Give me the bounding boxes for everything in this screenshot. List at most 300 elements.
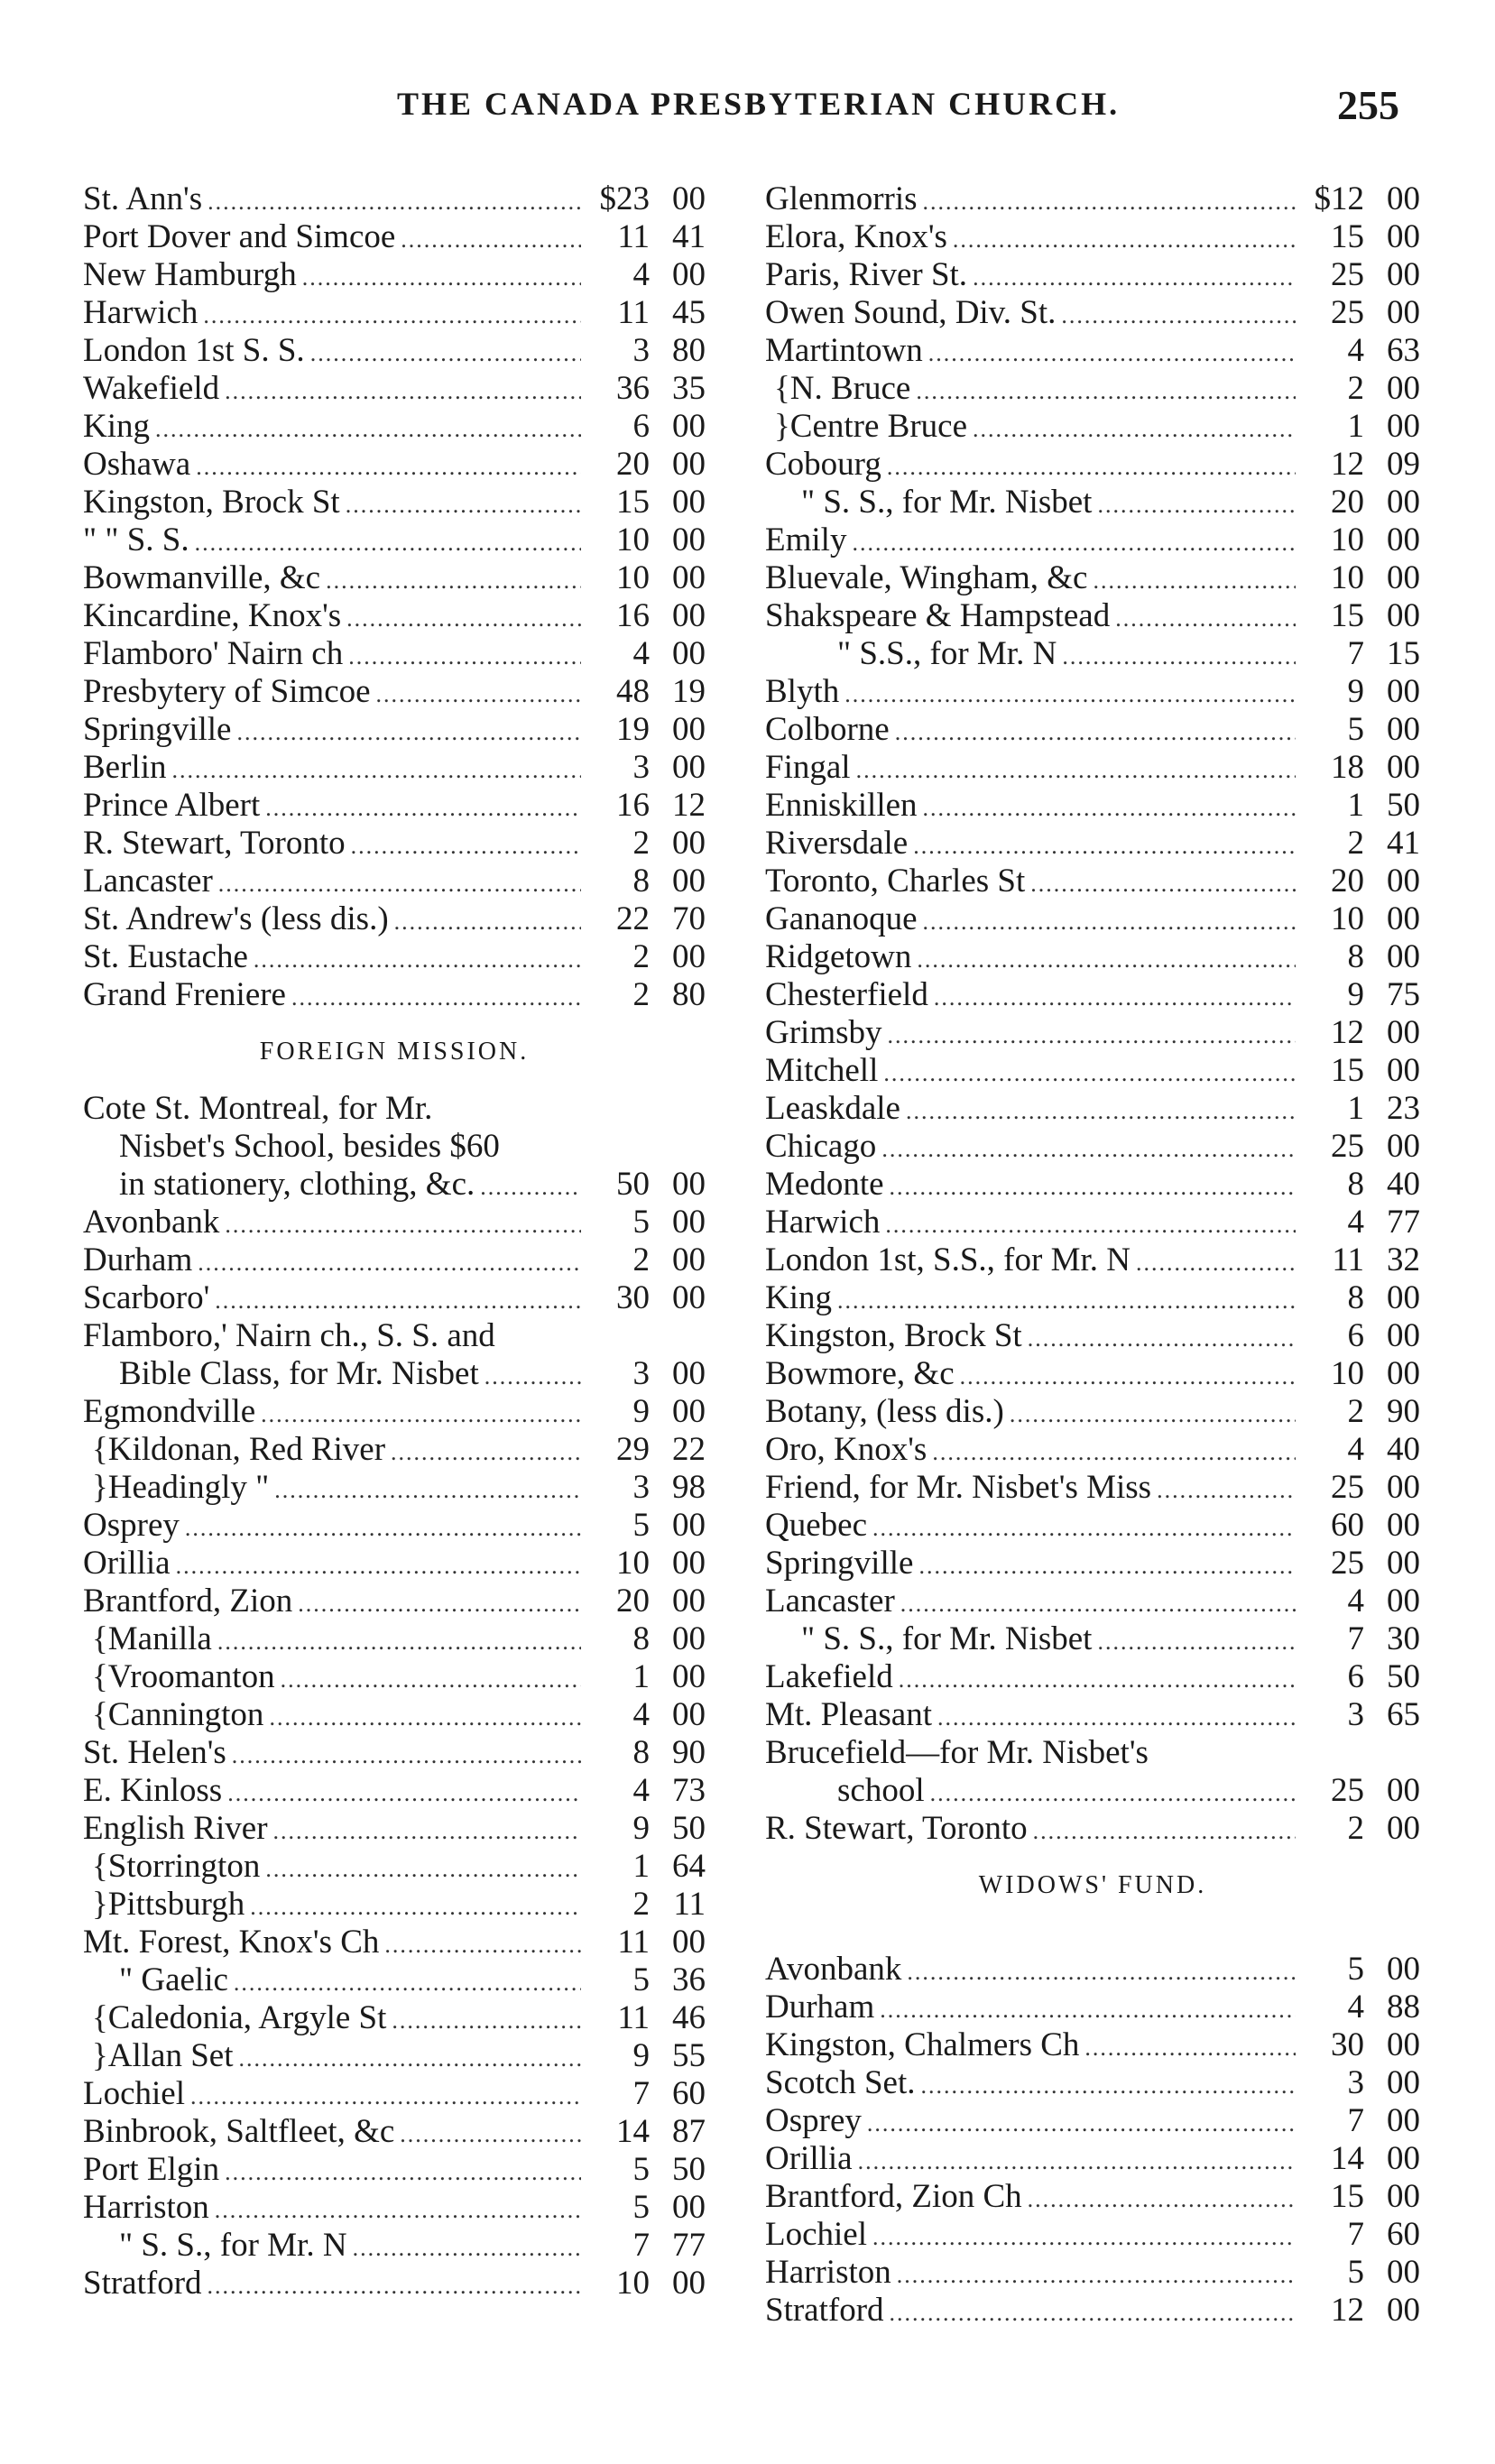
entry-name: Harriston	[83, 2189, 209, 2226]
entry-name: Durham	[765, 1989, 875, 2026]
entry-dollars: 10	[616, 1545, 650, 1582]
entry-cents: 00	[1387, 1583, 1420, 1620]
ledger-entry	[83, 1620, 706, 1658]
entry-cents: 00	[1387, 1951, 1420, 1988]
entry-name: Brantford, Zion Ch	[765, 2178, 1022, 2215]
entry-cents: 98	[672, 1469, 706, 1506]
dot-leader	[1093, 562, 1296, 600]
entry-dollars: 4	[632, 1772, 650, 1809]
entry-dollars: 7	[1347, 2216, 1364, 2253]
ledger-entry	[83, 1658, 706, 1696]
entry-cents: 00	[672, 1620, 706, 1657]
dot-leader	[973, 411, 1296, 448]
entry-dollars: 3	[632, 1469, 650, 1506]
entry-cents: 00	[672, 2265, 706, 2302]
entry-name: " " S. S.	[83, 521, 189, 558]
entry-name: Egmondville	[83, 1393, 256, 1430]
dot-leader	[916, 373, 1296, 411]
ledger-entry	[83, 1848, 706, 1886]
dot-leader	[217, 1623, 581, 1661]
entry-cents: 80	[672, 332, 706, 369]
entry-cents: 00	[672, 1355, 706, 1392]
entry-name: Lochiel	[83, 2075, 186, 2112]
dot-leader	[923, 789, 1296, 827]
dot-leader	[215, 2192, 581, 2229]
dot-leader	[198, 1244, 581, 1282]
entry-cents: 50	[1387, 1658, 1420, 1695]
entry-cents: 00	[672, 1241, 706, 1278]
dot-leader	[203, 297, 581, 335]
entry-name: New Hamburgh	[83, 256, 297, 293]
entry-cents: 00	[672, 749, 706, 786]
ledger-entry	[83, 1999, 706, 2037]
dot-leader	[1136, 1244, 1296, 1282]
dot-leader	[394, 903, 581, 941]
entry-dollars: 5	[632, 1204, 650, 1241]
ledger-entry	[83, 597, 706, 635]
dot-leader	[917, 941, 1296, 979]
ledger-entry	[765, 2064, 1420, 2102]
foreign-mission-heading: FOREIGN MISSION.	[259, 1038, 530, 1066]
entry-cents: 00	[1387, 900, 1420, 937]
entry-name: Vroomanton	[107, 1658, 275, 1695]
ledger-entry	[83, 332, 706, 370]
brucefield-line: Brucefield—for Mr. Nisbet's	[765, 1734, 1149, 1771]
ledger-entry	[83, 976, 706, 1014]
entry-name: Centre Bruce	[789, 408, 967, 445]
entry-cents: 00	[1387, 2140, 1420, 2177]
dot-leader	[480, 1168, 581, 1206]
entry-dollars: 2	[632, 976, 650, 1013]
dot-leader	[906, 1093, 1296, 1130]
entry-cents: 00	[1387, 1545, 1420, 1582]
entry-cents: 00	[672, 1204, 706, 1241]
entry-name: Elora, Knox's	[765, 218, 947, 255]
entry-name: " S. S., for Mr. Nisbet	[801, 1620, 1093, 1657]
entry-name: Kildonan, Red River	[107, 1431, 386, 1468]
ledger-entry	[83, 446, 706, 484]
entry-cents: 46	[672, 1999, 706, 2036]
dot-leader	[1115, 600, 1296, 638]
entry-name: Storrington	[107, 1848, 261, 1885]
entry-cents: 00	[1387, 1469, 1420, 1506]
ledger-entry	[765, 711, 1420, 749]
entry-cents: 00	[672, 1583, 706, 1620]
dot-leader	[1097, 1623, 1296, 1661]
dot-leader	[913, 827, 1296, 865]
ledger-entry	[83, 484, 706, 521]
ledger-entry	[765, 1241, 1420, 1279]
entry-dollars: 4	[1347, 332, 1364, 369]
dot-leader	[1010, 1396, 1296, 1434]
dot-leader	[274, 1472, 581, 1509]
entry-dollars: 8	[1347, 1279, 1364, 1316]
entry-cents: 00	[1387, 2064, 1420, 2101]
entry-dollars: 8	[632, 1734, 650, 1771]
entry-dollars: 1	[1347, 1090, 1364, 1127]
ledger-entry	[83, 938, 706, 976]
entry-dollars: 29	[616, 1431, 650, 1468]
dot-leader	[326, 562, 581, 600]
dot-leader	[1030, 865, 1296, 903]
entry-dollars: 4	[1347, 1583, 1364, 1620]
ledger-entry	[765, 1166, 1420, 1204]
entry-name: Bible Class, for Mr. Nisbet	[119, 1355, 479, 1392]
dot-leader	[844, 676, 1296, 714]
dot-leader	[346, 600, 581, 638]
ledger-entry	[765, 1772, 1420, 1810]
entry-dollars: 5	[1347, 711, 1364, 748]
dot-leader	[208, 2267, 581, 2305]
ledger-entry	[83, 2113, 706, 2151]
dot-leader	[895, 714, 1296, 752]
dot-leader	[887, 448, 1296, 486]
dot-leader	[858, 2143, 1296, 2181]
dot-leader	[932, 1434, 1296, 1472]
entry-cents: 00	[672, 256, 706, 293]
entry-cents: 00	[1387, 1507, 1420, 1544]
dot-leader	[310, 335, 581, 373]
entry-cents: 00	[672, 597, 706, 634]
entry-dollars: 11	[617, 1924, 650, 1961]
dot-leader	[1033, 1813, 1296, 1850]
entry-name: Cannington	[107, 1696, 264, 1733]
dot-leader	[225, 1206, 581, 1244]
ledger-entry	[83, 2189, 706, 2227]
entry-name: Friend, for Mr. Nisbet's Miss	[765, 1469, 1152, 1506]
ledger-entry	[765, 1052, 1420, 1090]
entry-dollars: 7	[632, 2227, 650, 2264]
entry-cents: 40	[1387, 1166, 1420, 1203]
ledger-entry	[765, 370, 1420, 408]
entry-name: Botany, (less dis.)	[765, 1393, 1004, 1430]
entry-dollars: 4	[1347, 1989, 1364, 2026]
right-list-a	[765, 180, 1420, 1734]
ledger-entry	[765, 180, 1420, 218]
entry-dollars: 7	[632, 2075, 650, 2112]
entry-dollars: 8	[632, 863, 650, 900]
ledger-entry	[83, 749, 706, 787]
entry-dollars: 8	[1347, 938, 1364, 975]
entry-cents: 00	[1387, 180, 1420, 217]
entry-name: Riversdale	[765, 825, 909, 862]
entry-name: Kingston, Brock St	[765, 1317, 1022, 1354]
dot-leader	[232, 1737, 581, 1775]
entry-cents: 00	[672, 1658, 706, 1695]
ledger-entry	[83, 1166, 706, 1204]
entry-dollars: 19	[616, 711, 650, 748]
entry-name: Brantford, Zion	[83, 1583, 293, 1620]
entry-name: Port Dover and Simcoe	[83, 218, 396, 255]
entry-name: Toronto, Charles St	[765, 863, 1026, 900]
entry-cents: 00	[1387, 863, 1420, 900]
ledger-entry	[83, 256, 706, 294]
entry-cents: 55	[672, 2037, 706, 2074]
dot-leader	[269, 1699, 581, 1737]
entry-cents: 88	[1387, 1989, 1420, 2026]
entry-cents: 35	[672, 370, 706, 407]
entry-name: Scotch Set.	[765, 2064, 916, 2101]
entry-name: Ridgetown	[765, 938, 912, 975]
entry-cents: 19	[672, 673, 706, 710]
entry-name: Kingston, Chalmers Ch	[765, 2026, 1080, 2063]
ledger-entry	[765, 1355, 1420, 1393]
entry-name: Owen Sound, Div. St.	[765, 294, 1057, 331]
entry-dollars: 9	[632, 1393, 650, 1430]
entry-dollars: 60	[1331, 1507, 1364, 1544]
entry-cents: 00	[1387, 2178, 1420, 2215]
ledger-entry	[83, 408, 706, 446]
entry-name: Manilla	[107, 1620, 212, 1657]
entry-cents: 30	[1387, 1620, 1420, 1657]
ledger-entry	[765, 787, 1420, 825]
flamboro-entry	[83, 1355, 706, 1393]
cote-line-2: Nisbet's School, besides $60	[119, 1128, 500, 1165]
entry-dollars: 1	[632, 1848, 650, 1885]
entry-cents: 80	[672, 976, 706, 1013]
entry-name: English River	[83, 1810, 268, 1847]
entry-cents: 36	[672, 1961, 706, 1998]
dot-leader	[215, 1282, 581, 1320]
entry-dollars: 6	[1347, 1317, 1364, 1354]
entry-cents: 00	[1387, 256, 1420, 293]
left-mid-list	[83, 1204, 706, 1317]
dot-leader	[881, 1130, 1296, 1168]
entry-dollars: 11	[1332, 1241, 1364, 1278]
ledger-entry	[83, 1886, 706, 1924]
entry-name: Quebec	[765, 1507, 867, 1544]
ledger-entry	[83, 1469, 706, 1507]
dot-leader	[852, 524, 1296, 562]
entry-name: Avonbank	[83, 1204, 220, 1241]
entry-name: Osprey	[83, 1507, 180, 1544]
entry-name: Harriston	[765, 2254, 891, 2291]
entry-name: " S. S., for Mr. Nisbet	[801, 484, 1093, 521]
entry-name: Osprey	[765, 2102, 862, 2139]
entry-cents: 00	[1387, 749, 1420, 786]
entry-dollars: 1	[1347, 408, 1364, 445]
dot-leader	[273, 1813, 581, 1850]
dot-leader	[883, 1055, 1296, 1093]
ledger-entry	[765, 2292, 1420, 2330]
entry-dollars: 36	[616, 370, 650, 407]
entry-dollars: 25	[1331, 1128, 1364, 1165]
entry-dollars: 11	[617, 294, 650, 331]
entry-name: Bowmore, &c	[765, 1355, 955, 1392]
entry-cents: 00	[1387, 1128, 1420, 1165]
entry-cents: 60	[1387, 2216, 1420, 2253]
entry-name: Martintown	[765, 332, 923, 369]
ledger-entry	[765, 1469, 1420, 1507]
ledger-entry	[83, 825, 706, 863]
entry-name: Caledonia, Argyle St	[107, 1999, 387, 2036]
entry-dollars: 15	[616, 484, 650, 521]
ledger-entry	[83, 2227, 706, 2265]
ledger-entry	[765, 1014, 1420, 1052]
entry-dollars: 18	[1331, 749, 1364, 786]
ledger-entry	[83, 180, 706, 218]
entry-cents: 87	[672, 2113, 706, 2150]
entry-cents: 00	[672, 1507, 706, 1544]
entry-dollars: $23	[599, 180, 650, 217]
entry-name: " S.S., for Mr. N	[837, 635, 1057, 672]
entry-name: Lakefield	[765, 1658, 893, 1695]
spacer	[765, 1924, 1420, 1951]
entry-dollars: 4	[632, 256, 650, 293]
dot-leader	[376, 676, 581, 714]
entry-cents: 41	[1387, 825, 1420, 862]
entry-name: Shakspeare & Hampstead	[765, 597, 1111, 634]
entry-name: Wakefield	[83, 370, 220, 407]
brace-mark: {	[92, 1620, 108, 1657]
ledger-entry	[83, 1924, 706, 1961]
dot-leader	[298, 1585, 581, 1623]
entry-cents: 00	[672, 1279, 706, 1316]
dot-leader	[351, 827, 581, 865]
ledger-entry	[765, 825, 1420, 863]
entry-dollars: 2	[1347, 370, 1364, 407]
dot-leader	[401, 221, 581, 259]
brucefield-entry	[765, 1772, 1420, 1810]
entry-dollars: 48	[616, 673, 650, 710]
brace-mark: {	[92, 1696, 108, 1733]
entry-cents: 50	[672, 1810, 706, 1847]
dot-leader	[1157, 1472, 1296, 1509]
entry-cents: 00	[1387, 294, 1420, 331]
entry-name: Blyth	[765, 673, 840, 710]
ledger-entry	[765, 2254, 1420, 2292]
entry-dollars: 22	[616, 900, 650, 937]
dot-leader	[346, 486, 581, 524]
entry-cents: 00	[1387, 408, 1420, 445]
dot-leader	[837, 1282, 1296, 1320]
ledger-entry	[83, 1810, 706, 1848]
entry-cents: 00	[672, 711, 706, 748]
dot-leader	[900, 1585, 1296, 1623]
entry-dollars: 20	[616, 446, 650, 483]
entry-name: Scarboro'	[83, 1279, 210, 1316]
brace-mark: }	[774, 408, 790, 445]
entry-dollars: 10	[1331, 900, 1364, 937]
entry-dollars: 10	[616, 521, 650, 558]
entry-dollars: 16	[616, 597, 650, 634]
entry-dollars: 2	[1347, 1393, 1364, 1430]
entry-name: Avonbank	[765, 1951, 902, 1988]
entry-name: " S. S., for Mr. N	[119, 2227, 347, 2264]
entry-cents: 00	[1387, 673, 1420, 710]
ledger-entry	[83, 1545, 706, 1583]
entry-dollars: 2	[632, 1241, 650, 1278]
ledger-entry	[765, 976, 1420, 1014]
entry-cents: 00	[1387, 370, 1420, 407]
entry-cents: 00	[1387, 1317, 1420, 1354]
entry-dollars: 12	[1331, 2292, 1364, 2329]
entry-name: Springville	[83, 711, 232, 748]
entry-dollars: 12	[1331, 446, 1364, 483]
dot-leader	[218, 865, 581, 903]
cote-entry	[83, 1166, 706, 1204]
ledger-entry	[765, 635, 1420, 673]
entry-dollars: 9	[632, 1810, 650, 1847]
dot-leader	[872, 2219, 1296, 2256]
dot-leader	[937, 1699, 1296, 1737]
ledger-entry	[765, 1090, 1420, 1128]
entry-dollars: 14	[616, 2113, 650, 2150]
entry-cents: 11	[673, 1886, 706, 1923]
ledger-entry	[765, 218, 1420, 256]
dot-leader	[907, 1953, 1296, 1991]
dot-leader	[254, 941, 581, 979]
entry-cents: 00	[672, 1696, 706, 1733]
dot-leader	[225, 373, 581, 411]
dot-leader	[973, 259, 1296, 297]
entry-name: Fingal	[765, 749, 851, 786]
entry-dollars: 16	[616, 787, 650, 824]
entry-cents: 00	[1387, 2292, 1420, 2329]
entry-cents: 00	[672, 408, 706, 445]
dot-leader	[930, 1775, 1296, 1813]
entry-cents: 00	[672, 863, 706, 900]
ledger-entry	[83, 1431, 706, 1469]
dot-leader	[384, 1926, 581, 1964]
entry-cents: 00	[672, 825, 706, 862]
entry-dollars: 3	[1347, 1696, 1364, 1733]
ledger-entry	[765, 1989, 1420, 2026]
entry-dollars: 10	[616, 559, 650, 596]
entry-dollars: 50	[616, 1166, 650, 1203]
dot-leader	[265, 1850, 581, 1888]
left-column	[83, 180, 706, 2303]
ledger-entry	[765, 2140, 1420, 2178]
entry-cents: 00	[1387, 711, 1420, 748]
dot-leader	[250, 1888, 581, 1926]
widows-fund-heading: WIDOWS' FUND.	[978, 1871, 1207, 1899]
dot-leader	[1097, 486, 1296, 524]
dot-leader	[867, 2105, 1296, 2143]
dot-leader	[265, 789, 581, 827]
entry-dollars: 2	[632, 938, 650, 975]
dot-leader	[897, 2256, 1296, 2294]
entry-name: R. Stewart, Toronto	[765, 1810, 1028, 1847]
entry-name: school	[837, 1772, 925, 1809]
entry-name: Durham	[83, 1241, 193, 1278]
ledger-entry	[83, 900, 706, 938]
entry-name: Oro, Knox's	[765, 1431, 927, 1468]
entry-dollars: 10	[1331, 1355, 1364, 1392]
entry-dollars: 3	[632, 749, 650, 786]
entry-cents: 00	[1387, 521, 1420, 558]
entry-cents: 75	[1387, 976, 1420, 1013]
brace-mark: {	[774, 370, 790, 407]
dot-leader	[1028, 1320, 1296, 1358]
entry-name: Bluevale, Wingham, &c	[765, 559, 1088, 596]
entry-cents: 00	[1387, 1279, 1420, 1316]
ledger-entry	[765, 446, 1420, 484]
dot-leader	[176, 1547, 581, 1585]
ledger-entry	[83, 635, 706, 673]
ledger-entry	[765, 1696, 1420, 1734]
ledger-entry	[765, 1507, 1420, 1545]
dot-leader	[400, 2116, 581, 2154]
dot-leader	[923, 183, 1296, 221]
entry-name: St. Eustache	[83, 938, 248, 975]
entry-dollars: 14	[1331, 2140, 1364, 2177]
ledger-entry	[83, 711, 706, 749]
dot-leader	[856, 752, 1296, 789]
entry-cents: 00	[1387, 2026, 1420, 2063]
entry-cents: 00	[672, 484, 706, 521]
entry-name: Allan Set	[107, 2037, 234, 2074]
